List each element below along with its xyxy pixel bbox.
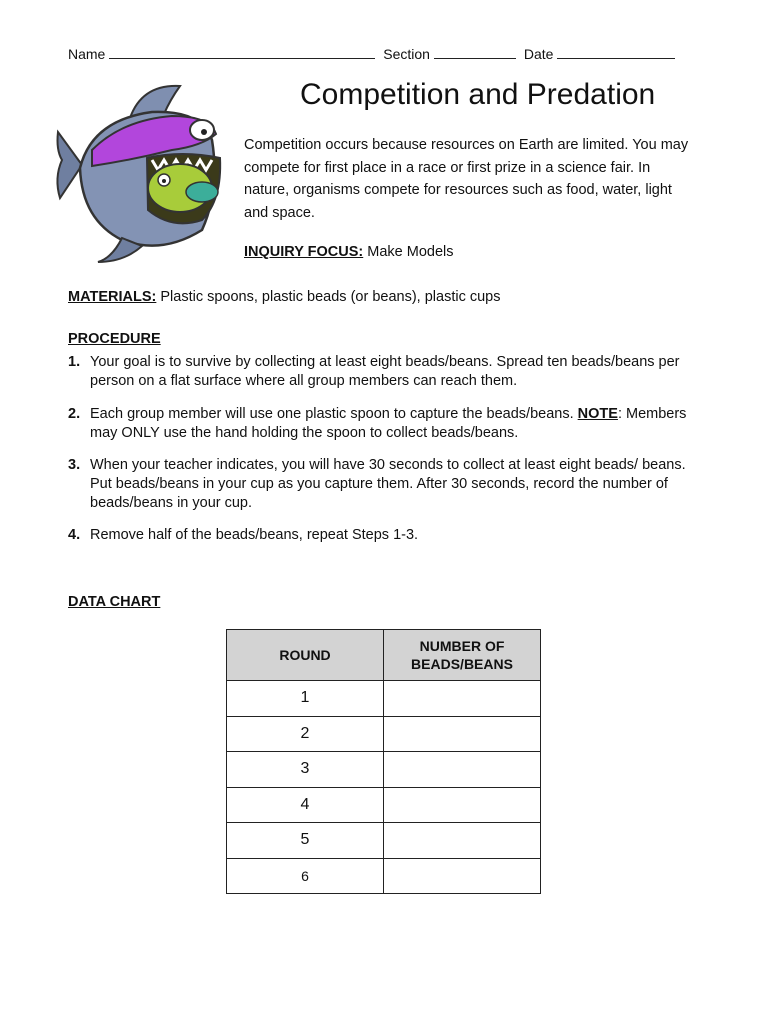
beads-header-line: NUMBER OF [419,638,505,654]
step-text: When your teacher indicates, you will have 30 seconds to collect at least eight beads/ beans. Put beads/beans in your cup as you capture them. After 30 seconds, record the number of beads/beans in your cup. [90,457,686,511]
beads-cell[interactable] [384,858,541,894]
step-text: Remove half of the beads/beans, repeat Steps 1-3. [90,527,419,543]
date-label: Date [523,46,554,62]
beads-cell[interactable] [384,752,541,788]
section-label: Section [383,46,430,62]
page-title: Competition and Predation [300,78,656,111]
procedure-step [68,456,698,513]
data-chart-heading: DATA CHART [68,594,161,610]
table-row [227,823,541,859]
table-row [227,681,541,717]
fish-illustration-icon [52,80,232,265]
round-column-header: ROUND [227,630,384,681]
procedure-step [68,526,698,545]
beads-cell[interactable] [384,681,541,717]
step-text: Your goal is to survive by collecting at least eight beads/beans. Spread ten beads/beans per person on a flat surface where all group members can reach them. [90,354,680,389]
procedure-step [68,353,698,391]
table-header-row [227,630,541,681]
beads-cell[interactable] [384,823,541,859]
step-number: 2. [68,406,81,422]
table-row [227,787,541,823]
beads-cell[interactable] [384,787,541,823]
round-cell: 6 [227,858,384,894]
inquiry-focus-label: INQUIRY FOCUS: [244,244,364,260]
step-text-part: : Members may ONLY use the hand holding the spoon to collect beads/beans. [90,406,687,441]
procedure-step [68,405,698,443]
round-cell: 1 [227,681,384,717]
header-fields [68,46,679,62]
round-cell: 3 [227,752,384,788]
table-row [227,858,541,894]
step-text-part: Each group member will use one plastic spoon to capture the beads/beans. [90,406,578,422]
round-cell: 5 [227,823,384,859]
step-number: 1. [68,354,81,370]
table-row [227,752,541,788]
beads-header-line: BEADS/BEANS [411,656,513,672]
inquiry-focus-value: Make Models [367,244,454,260]
date-field[interactable] [557,46,675,59]
inquiry-focus [244,244,454,260]
materials [68,289,501,305]
step-text [90,405,698,443]
materials-label: MATERIALS: [68,289,157,305]
step-number: 3. [68,457,81,473]
beads-column-header [384,630,541,681]
name-label: Name [68,46,106,62]
beads-cell[interactable] [384,716,541,752]
section-field[interactable] [434,46,516,59]
procedure-heading: PROCEDURE [68,331,161,347]
round-cell: 4 [227,787,384,823]
data-chart-table [226,629,541,894]
note-label: NOTE [577,406,618,422]
materials-value: Plastic spoons, plastic beads (or beans), plastic cups [160,289,501,305]
round-cell: 2 [227,716,384,752]
intro-paragraph: Competition occurs because resources on Earth are limited. You may compete for first place in a race or first prize in a science fair. In nature, organisms compete for resources such as food, water, light and space. [244,137,689,221]
step-number: 4. [68,527,81,543]
table-row [227,716,541,752]
name-field[interactable] [109,46,375,59]
